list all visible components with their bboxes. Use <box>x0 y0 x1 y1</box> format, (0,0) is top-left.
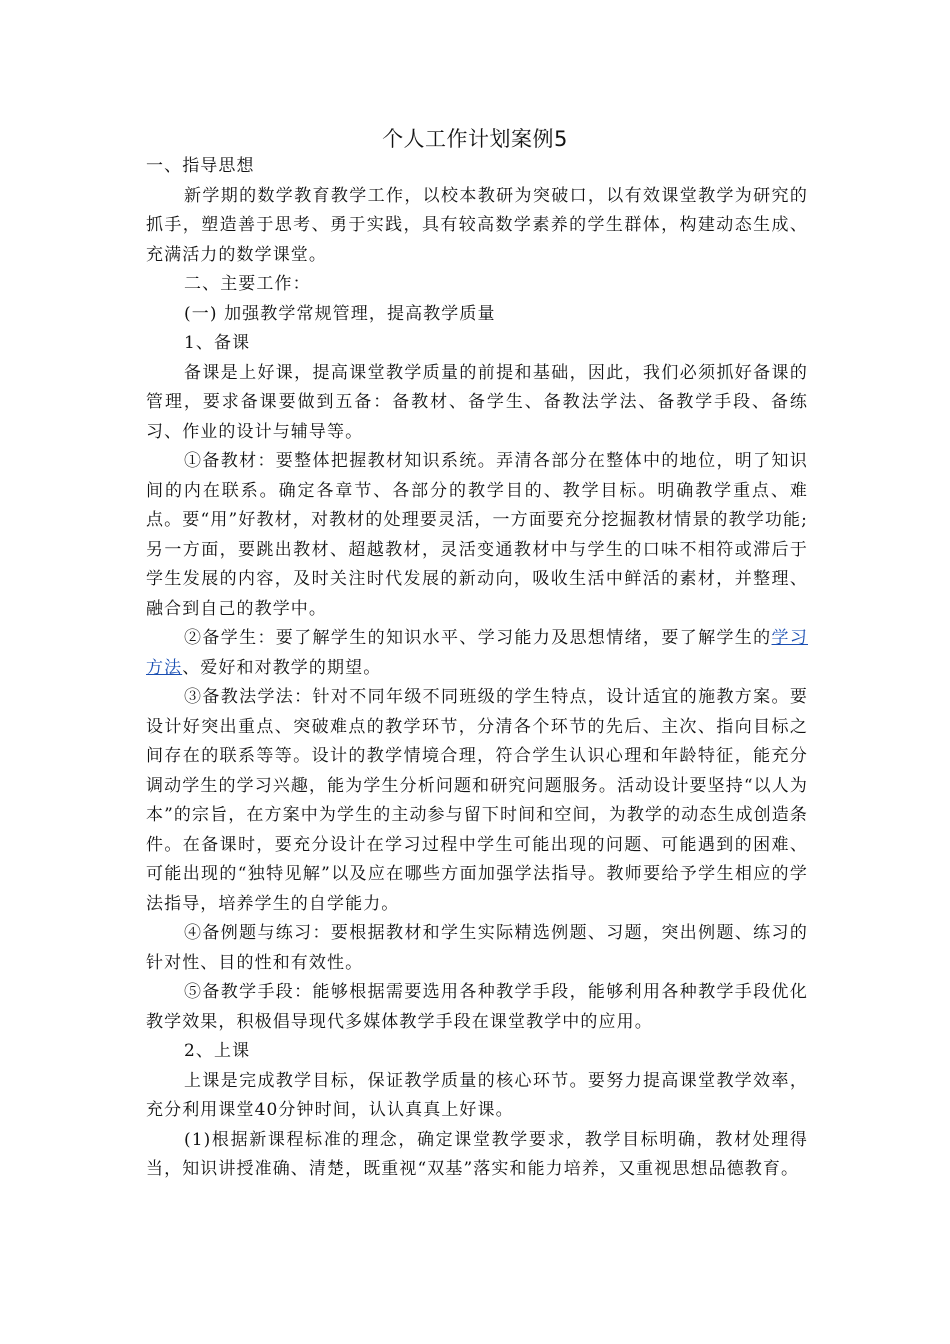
learning-methods-link[interactable]: 学习方法 <box>146 628 808 678</box>
section-1-paragraph: 新学期的数学教育教学工作，以校本教研为突破口，以有效课堂教学为研究的抓手，塑造善于思考、勇于实践，具有较高数学素养的学生群体，构建动态生成、充满活力的数学课堂。 <box>146 185 808 265</box>
document-title: 个人工作计划案例5 <box>382 127 568 151</box>
item-2-heading: 2、上课 <box>184 1041 251 1061</box>
prepare-materials-paragraph: ①备教材：要整体把握教材知识系统。弄清各部分在整体中的地位，明了知识间的内在联系。确定各章节、各部分的教学目的、教学目标。明确教学重点、难点。要“用”好教材，对教材的处理要灵活，一方面要充分挖掘教材情景的教学功能;另一方面，要跳出教材、超越教材，灵活变通教材中与学生的口味不相符或滞后于学生发展的内容，及时关注时代发展的新动向，吸收生活中鲜活的素材，并整理、融合到自己的教学中。 <box>146 451 808 619</box>
item-1-heading: 1、备课 <box>184 333 251 353</box>
section-2-heading: 二、主要工作： <box>184 274 311 294</box>
prepare-means-paragraph: ⑤备教学手段：能够根据需要选用各种教学手段，能够利用各种教学手段优化教学效果，积极倡导现代多媒体教学手段在课堂教学中的应用。 <box>146 982 808 1032</box>
document-body <box>146 152 808 1185</box>
prepare-methods-paragraph: ③备教法学法：针对不同年级不同班级的学生特点，设计适宜的施教方案。要设计好突出重点、突破难点的教学环节，分清各个环节的先后、主次、指向目标之间存在的联系等等。设计的教学情境合理，符合学生认识心理和年龄特征，能充分调动学生的学习兴趣，能为学生分析问题和研究问题服务。活动设计要坚持“以人为本”的宗旨，在方案中为学生的主动参与留下时间和空间，为教学的动态生成创造条件。在备课时，要充分设计在学习过程中学生可能出现的问题、可能遇到的困难、可能出现的“独特见解”以及应在哪些方面加强学法指导。教师要给予学生相应的学法指导，培养学生的自学能力。 <box>146 687 808 914</box>
prepare-students-text: ②备学生：要了解学生的知识水平、学习能力及思想情绪，要了解学生的 <box>184 628 772 648</box>
prepare-students-text-end: 、爱好和对教学的期望。 <box>182 657 382 678</box>
item-2-point-1-paragraph: (1)根据新课程标准的理念，确定课堂教学要求，教学目标明确，教材处理得当，知识讲授准确、清楚，既重视“双基”落实和能力培养，又重视思想品德教育。 <box>146 1129 808 1179</box>
item-2-paragraph: 上课是完成教学目标，保证教学质量的核心环节。要努力提高课堂教学效率，充分利用课堂40分钟时间，认认真真上好课。 <box>146 1070 808 1120</box>
prepare-students-paragraph <box>146 624 808 683</box>
prepare-exercises-paragraph: ④备例题与练习：要根据教材和学生实际精选例题、习题，突出例题、练习的针对性、目的性和有效性。 <box>146 923 808 973</box>
section-1-heading: 一、指导思想 <box>146 156 255 176</box>
item-1-paragraph: 备课是上好课，提高课堂教学质量的前提和基础，因此，我们必须抓好备课的管理，要求备课要做到五备：备教材、备学生、备教法学法、备教学手段、备练习、作业的设计与辅导等。 <box>146 362 808 442</box>
subsection-1-heading: (一) 加强教学常规管理，提高教学质量 <box>184 303 496 324</box>
